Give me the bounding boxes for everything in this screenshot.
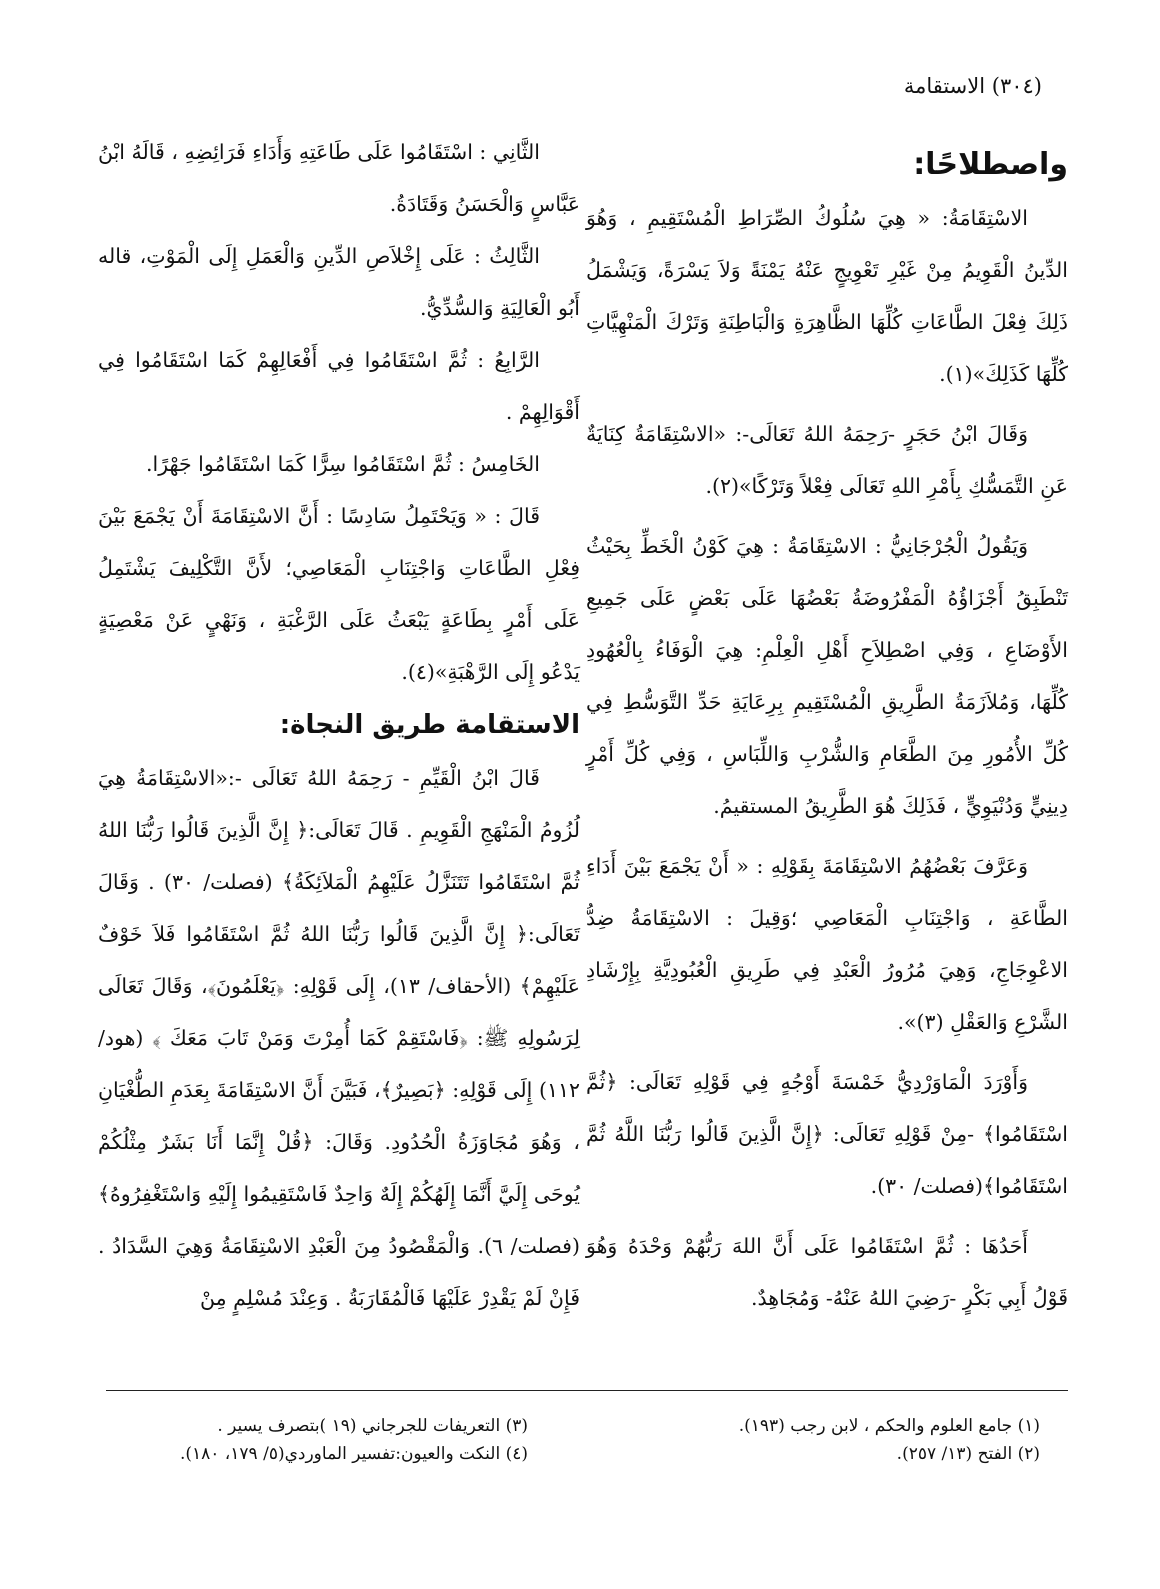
paragraph: الثَّالِثُ : عَلَى إِخْلاَصِ الدِّينِ وَالْعَمَلِ إِلَى الْمَوْتِ، قاله أَبُو الْعَالِيَةِ وَالسُّدِّيُّ. — [98, 244, 580, 320]
running-head: (٣٠٤) الاستقامة — [903, 74, 1042, 98]
right-column — [586, 138, 1068, 1324]
left-column — [98, 126, 580, 1324]
paragraph: قَالَ ابْنُ الْقَيِّمِ - رَحِمَهُ اللهُ تَعَالَى -:«الاسْتِقَامَةُ هِيَ لُزُومُ الْمَنْهَجِ الْقَوِيمِ . قَالَ تَعَالَى:﴿ إِنَّ الَّذِينَ قَالُوا رَبُّنَا اللهُ ثُمَّ اسْتَقَامُوا تَتَنَزَّلُ عَلَيْهِمُ الْمَلاَئِكَةُ﴾ (فصلت/ ٣٠) . وَقَالَ تَعَالَى:﴿ إِنَّ الَّذِينَ قَالُوا رَبُّنَا اللهُ ثُمَّ اسْتَقَامُوا فَلاَ خَوْفٌ عَلَيْهِمْ﴾ (الأحقاف/ ١٣)، إِلَى قَوْلِهِ: ﴿يَعْلَمُونَ﴾، وَقَالَ تَعَالَى لِرَسُولِهِ ﷺ: ﴿فَاسْتَقِمْ كَمَا أُمِرْتَ وَمَنْ تَابَ مَعَكَ ﴾ (هود/ ١١٢) إِلَى قَوْلِهِ: ﴿بَصِيرٌ﴾، فَبَيَّنَ أَنَّ الاسْتِقَامَةَ بِعَدَمِ الطُّغْيَانِ ، وَهُوَ مُجَاوَزَةُ الْحُدُودِ. وَقَالَ: ﴿قُلْ إِنَّمَا أَنَا بَشَرٌ مِثْلُكُمْ يُوحَى إِلَيَّ أَنَّمَا إِلَهُكُمْ إِلَهٌ وَاحِدٌ فَاسْتَقِيمُوا إِلَيْهِ وَاسْتَغْفِرُوهُ﴾ (فصلت/ ٦). وَالْمَقْصُودُ مِنَ الْعَبْدِ الاسْتِقَامَةُ وَهِيَ السَّدَادُ . فَإِنْ لَمْ يَقْدِرْ عَلَيْهَا فَالْمُقَارَبَةُ . وَعِنْدَ مُسْلِمٍ مِنْ — [98, 766, 581, 1310]
footnote-divider — [106, 1390, 1068, 1391]
paragraph: الثَّانِي : اسْتَقَامُوا عَلَى طَاعَتِهِ وَأَدَاءِ فَرَائِضِهِ ، قَالَهُ ابْنُ عَبَّاسٍ وَالْحَسَنُ وَقَتَادَةُ. — [98, 140, 580, 216]
paragraph: وَعَرَّفَ بَعْضُهُمُ الاسْتِقَامَةَ بِقَوْلِهِ : « أَنْ يَجْمَعَ بَيْنَ أَدَاءِ الطَّاعَةِ ، وَاجْتِنَابِ الْمَعَاصِي ؛وَقِيلَ : الاسْتِقَامَةُ ضِدُّ الاعْوِجَاجِ، وَهِيَ مُرُورُ الْعَبْدِ فِي طَرِيقِ الْعُبُودِيَّةِ بِإِرْشَادِ الشَّرْعِ وَالعَقْلِ (٣)». — [586, 854, 1068, 1034]
paragraph: قَالَ : « وَيَحْتَمِلُ سَادِسًا : أَنَّ الاسْتِقَامَةَ أَنْ يَجْمَعَ بَيْنَ فِعْلِ الطَّاعَاتِ وَاجْتِنَابِ الْمَعَاصِي؛ لأَنَّ التَّكْلِيفَ يَشْتَمِلُ عَلَى أَمْرٍ بِطَاعَةٍ يَبْعَثُ عَلَى الرَّغْبَةِ ، وَنَهْيٍ عَنْ مَعْصِيَةٍ يَدْعُو إِلَى الرَّهْبَةِ»(٤). — [98, 504, 580, 684]
paragraph: وَأَوْرَدَ الْمَاوَرْدِيُّ خَمْسَةَ أَوْجُهٍ فِي قَوْلِهِ تَعَالَى: ﴿ثُمَّ اسْتَقَامُوا﴾ -مِنْ قَوْلِهِ تَعَالَى: ﴿إِنَّ الَّذِينَ قَالُوا رَبُّنَا اللَّهُ ثُمَّ اسْتَقَامُوا﴾(فصلت/ ٣٠). — [586, 1070, 1068, 1198]
paragraph: الرَّابِعُ : ثُمَّ اسْتَقَامُوا فِي أَفْعَالِهِمْ كَمَا اسْتَقَامُوا فِي أَقْوَالِهِمْ . — [98, 348, 580, 424]
section-heading-path-to-salvation: الاستقامة طريق النجاة: — [279, 710, 580, 740]
footnotes-left — [68, 1412, 528, 1468]
paragraph: الخَامِسُ : ثُمَّ اسْتَقَامُوا سِرًّا كَمَا اسْتَقَامُوا جَهْرًا. — [146, 452, 540, 476]
paragraph: الاسْتِقَامَةُ: « هِيَ سُلُوكُ الصِّرَاطِ الْمُسْتَقِيمِ ، وَهُوَ الدِّينُ الْقَوِيمُ مِنْ غَيْرِ تَعْوِيجٍ عَنْهُ يَمْنَةً وَلاَ يَسْرَةً، وَيَشْمَلُ ذَلِكَ فِعْلَ الطَّاعَاتِ كُلِّهَا الظَّاهِرَةِ وَالْبَاطِنَةِ وَتَرْكَ الْمَنْهِيَّاتِ كُلِّهَا كَذَلِكَ»(١). — [586, 206, 1068, 386]
footnotes-right — [580, 1412, 1040, 1468]
paragraph: وَقَالَ ابْنُ حَجَرٍ -رَحِمَهُ اللهُ تَعَالَى-: «الاسْتِقَامَةُ كِنَايَةٌ عَنِ التَّمَسُّكِ بِأَمْرِ اللهِ تَعَالَى فِعْلاً وَتَرْكًا»(٢). — [586, 422, 1068, 498]
paragraph: وَيَقُولُ الْجُرْجَانِيُّ : الاسْتِقَامَةُ : هِيَ كَوْنُ الْخَطِّ بِحَيْثُ تَنْطَبِقُ أَجْزَاؤُهُ الْمَفْرُوضَةُ بَعْضُهَا عَلَى بَعْضٍ عَلَى جَمِيعِ الأَوْضَاعِ ، وَفِي اصْطِلاَحِ أَهْلِ الْعِلْمِ: هِيَ الْوَفَاءُ بِالْعُهُودِ كُلِّهَا، وَمُلاَزَمَةُ الطَّرِيقِ الْمُسْتَقِيمِ بِرِعَايَةِ حَدِّ التَّوَسُّطِ فِي كُلِّ الأُمُورِ مِنَ الطَّعَامِ وَالشُّرْبِ وَاللِّبَاسِ ، وَفِي كُلِّ أَمْرٍ دِينِيٍّ وَدُنْيَوِيٍّ ، فَذَلِكَ هُوَ الطَّرِيقُ المستقيمُ. — [586, 534, 1068, 818]
paragraph: أَحَدُهَا : ثُمَّ اسْتَقَامُوا عَلَى أَنَّ اللهَ رَبُّهُمْ وَحْدَهُ وَهُوَ قَوْلُ أَبِي بَكْرٍ -رَضِيَ اللهُ عَنْهُ- وَمُجَاهِدٌ. — [586, 1234, 1068, 1310]
footnote: (٤) النكت والعيون:تفسير الماوردي(٥/ ١٧٩، ١٨٠). — [179, 1444, 528, 1464]
footnote: (٣) التعريفات للجرجاني (١٩ )بتصرف يسير . — [217, 1416, 528, 1436]
footnote: (٢) الفتح (١٣/ ٢٥٧). — [896, 1444, 1040, 1464]
footnote: (١) جامع العلوم والحكم ، لابن رجب (١٩٣). — [738, 1416, 1040, 1436]
section-heading-terminology: واصطلاحًا: — [913, 147, 1068, 182]
